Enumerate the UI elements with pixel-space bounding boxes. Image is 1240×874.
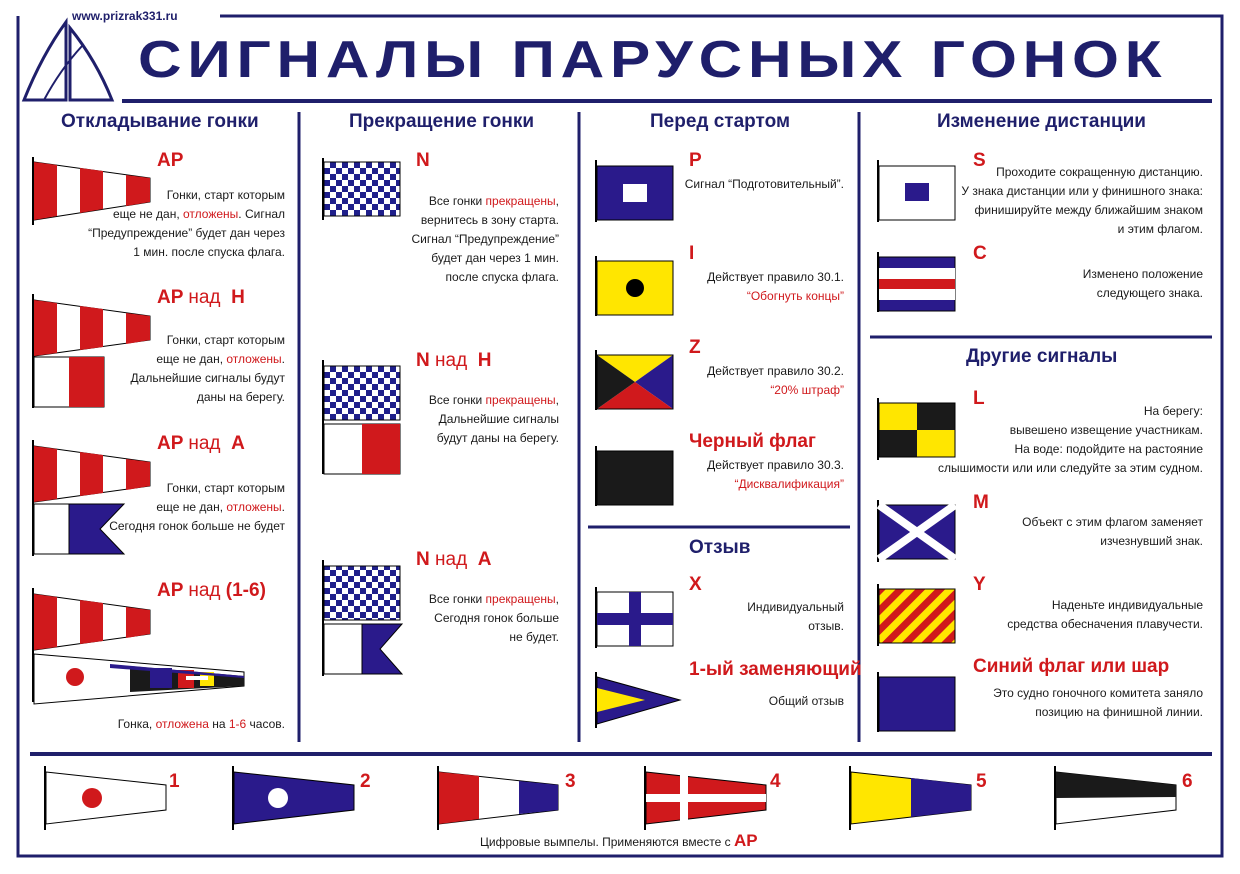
desc-l: На берегу: вывешено извещение участникам. На воде: подойдите на растояние слышимости или или следуйте за этим судном. — [937, 404, 1203, 475]
desc-c: Изменено положение следующего знака. — [1082, 267, 1203, 300]
sail-logo — [24, 22, 112, 100]
flag-n-over-a — [323, 560, 402, 676]
desc-ap-over-h: Гонки, старт которым еще не дан, отложены. Дальнейшие сигналы будут даны на берегу. — [130, 333, 285, 404]
desc-blue-flag: Это судно гоночного комитета заняло позицию на финишной линии. — [993, 686, 1203, 719]
flag-s — [878, 160, 955, 222]
flag-first-substitute — [596, 672, 680, 728]
desc-y: Наденьте индивидуальные средства обесначения плавучести. — [1007, 598, 1203, 631]
code-s: S — [973, 150, 986, 171]
flag-c — [878, 252, 955, 312]
col1-heading: Откладывание гонки — [61, 111, 259, 132]
desc-n: Все гонки прекращены, вернитесь в зону старта. Сигнал “Предупреждение” будет дан через 1 мин. после спуска флага. — [411, 194, 559, 284]
desc-p: Сигнал “Подготовительный”. — [684, 177, 844, 191]
code-y: Y — [973, 574, 986, 595]
col4-heading: Изменение дистанции — [937, 111, 1146, 132]
code-n: N — [416, 150, 430, 171]
pennant-number-3: 3 — [565, 771, 576, 792]
pennant-number-2: 2 — [360, 771, 371, 792]
flag-blue — [878, 672, 955, 732]
other-heading: Другие сигналы — [966, 346, 1118, 367]
code-n-over-a: N над A — [416, 549, 492, 570]
desc-m: Объект с этим флагом заменяет изчезнувший знак. — [1022, 515, 1203, 548]
code-ap-over-a: AP над A — [157, 433, 245, 454]
desc-ap: Гонки, старт которым еще не дан, отложены. Сигнал “Предупреждение” будет дан через 1 мин. после спуска флага. — [88, 188, 285, 259]
desc-n-over-h: Все гонки прекращены, Дальнейшие сигналы будут даны на берегу. — [428, 393, 559, 445]
pennant-4 — [645, 766, 766, 830]
flag-p — [596, 160, 673, 222]
recall-heading: Отзыв — [689, 537, 751, 558]
site-url: www.prizrak331.ru — [72, 9, 178, 23]
code-m: M — [973, 492, 989, 513]
code-blue-flag: Синий флаг или шар — [973, 656, 1170, 677]
code-ap: AP — [157, 150, 184, 171]
flag-i — [596, 256, 673, 316]
flag-y — [878, 584, 955, 646]
desc-z: Действует правило 30.2. “20% штраф” — [707, 364, 844, 397]
col2-heading: Прекращение гонки — [349, 111, 535, 132]
flag-n — [323, 158, 400, 220]
pennant-caption: Цифровые вымпелы. Применяются вместе с AP — [480, 831, 758, 850]
pennant-5 — [850, 766, 971, 830]
desc-s: Проходите сокращенную дистанцию. У знака дистанции или у финишного знака: финишируйте между ближайшим знаком и этим флагом. — [961, 165, 1203, 236]
code-c: C — [973, 243, 987, 264]
desc-first-substitute: Общий отзыв — [768, 694, 844, 708]
code-ap-over-h: AP над H — [157, 287, 245, 308]
page-title: СИГНАЛЫ ПАРУСНЫХ ГОНОК — [138, 31, 1168, 89]
desc-x: Индивидуальный отзыв. — [747, 600, 844, 633]
desc-i: Действует правило 30.1. “Обогнуть концы” — [707, 270, 844, 303]
code-l: L — [973, 388, 985, 409]
flag-x — [596, 587, 673, 648]
code-p: P — [689, 150, 702, 171]
code-ap-over-numerals: AP над (1-6) — [157, 580, 266, 601]
code-i: I — [689, 243, 695, 264]
pennant-number-5: 5 — [976, 771, 987, 792]
pennant-number-6: 6 — [1182, 771, 1193, 792]
flag-z — [596, 350, 673, 410]
flag-n-over-h — [323, 360, 400, 474]
code-x: X — [689, 574, 702, 595]
pennant-number-4: 4 — [770, 771, 781, 792]
code-black-flag: Черный флаг — [689, 431, 816, 452]
col3-heading: Перед стартом — [650, 111, 790, 132]
pennant-6 — [1055, 766, 1176, 830]
flag-ap-over-numerals — [33, 588, 244, 704]
code-z: Z — [689, 337, 701, 358]
desc-n-over-a: Все гонки прекращены, Сегодня гонок больше не будет. — [428, 592, 559, 644]
pennant-2 — [233, 766, 354, 830]
pennant-number-1: 1 — [169, 771, 180, 792]
desc-ap-over-a: Гонки, старт которым еще не дан, отложены. Сегодня гонок больше не будет — [109, 481, 285, 533]
desc-ap-over-numerals: Гонка, отложена на 1-6 часов. — [117, 717, 285, 731]
code-first-substitute: 1-ый заменяющий — [689, 659, 862, 680]
flag-m — [878, 500, 955, 562]
flag-black — [596, 446, 673, 506]
pennant-1 — [45, 766, 166, 830]
code-n-over-h: N над H — [416, 350, 492, 371]
desc-black-flag: Действует правило 30.3. “Дисквалификация” — [707, 458, 844, 491]
pennant-3 — [438, 766, 558, 830]
